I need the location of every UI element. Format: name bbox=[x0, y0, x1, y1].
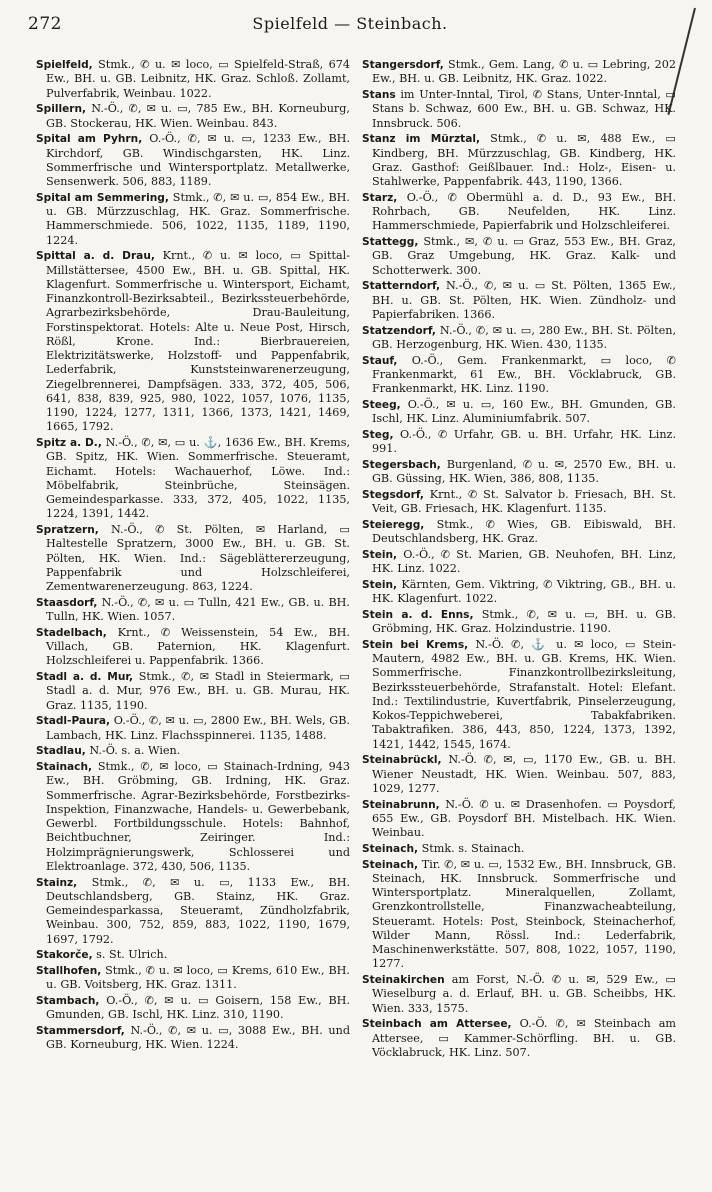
entry-placename: Stainz, bbox=[36, 876, 78, 889]
entry-text: N.-Ö., ✆, ✉ u. ▭ Tulln, 421 Ew., GB. u. BH. Tulln, HK. Wien. 1057. bbox=[46, 595, 350, 623]
entry-text: N.-Ö. s. a. Wien. bbox=[89, 744, 181, 758]
gazetteer-entry bbox=[36, 964, 350, 993]
entry-placename: Stans bbox=[362, 89, 396, 101]
gazetteer-entry bbox=[362, 324, 676, 353]
entry-text: Stmk., ✆ Wies, GB. Eibiswald, BH. Deutschlandsberg, HK. Graz. bbox=[372, 517, 676, 545]
gazetteer-entry bbox=[36, 626, 350, 669]
entry-placename: Spielfeld, bbox=[36, 59, 93, 71]
entry-text: Stmk., ✆ u. ✉ loco, ▭ Krems, 610 Ew., BH. u. GB. Voitsberg, HK. Graz. 1311. bbox=[46, 964, 350, 992]
gazetteer-entry bbox=[36, 876, 350, 947]
gazetteer-entry bbox=[36, 191, 350, 248]
entry-placename: Stadelbach, bbox=[36, 626, 107, 639]
entry-placename: Stallhofen, bbox=[36, 965, 102, 977]
entry-text: O.-Ö., ✆ Obermühl a. d. D., 93 Ew., BH. Rohrbach, GB. Neufelden, HK. Linz. Hammerschmiede, Papierfabrik und Holzschleiferei. bbox=[372, 190, 676, 233]
entry-text: O.-Ö., ✆, ✉ u. ▭ Goisern, 158 Ew., BH. Gmunden, GB. Ischl, HK. Linz. 310, 1190. bbox=[46, 994, 350, 1022]
gazetteer-entry bbox=[362, 858, 676, 972]
entry-text: Kärnten, Gem. Viktring, ✆ Viktring, GB., BH. u. HK. Klagenfurt. 1022. bbox=[372, 577, 676, 605]
entry-placename: Stein a. d. Enns, bbox=[362, 608, 474, 621]
entry-text: Krnt., ✆ Weissenstein, 54 Ew., BH. Villach, GB. Paternion, HK. Klagenfurt. Holzschleiferei u. Pappenfabrik. 1366. bbox=[46, 625, 350, 668]
entry-text: N.-Ö., ✆, ✉ u. ▭, 3088 Ew., BH. und GB. Korneuburg, HK. Wien. 1224. bbox=[46, 1024, 350, 1052]
entry-placename: Staasdorf, bbox=[36, 596, 98, 609]
entry-placename: Stauf, bbox=[362, 354, 398, 367]
gazetteer-entry bbox=[36, 994, 350, 1023]
entry-placename: Spratzern, bbox=[36, 524, 99, 536]
entry-placename: Steinach, bbox=[362, 858, 419, 871]
gazetteer-entry bbox=[36, 1024, 350, 1053]
entry-text: im Unter-Inntal, Tirol, ✆ Stans, Unter-Inntal, ▭ Stans b. Schwaz, 600 Ew., BH. u. GB. Schwaz, HK. Innsbruck. 506. bbox=[372, 88, 676, 130]
entry-placename: Stegersbach, bbox=[362, 458, 441, 471]
entry-text: Stmk., ✆ u. ✉, 488 Ew., ▭ Kindberg, BH. Mürzzuschlag, GB. Kindberg, HK. Graz. Gasthof: Geißlbauer. Ind.: Holz-, Eisen- u. Stahlwerke, Pappenfabrik. 443, 1190, 1366. bbox=[372, 132, 676, 188]
entry-text: N.-Ö., ✆, ✉ u. ▭, 280 Ew., BH. St. Pölten, GB. Herzogenburg, HK. Wien. 430, 1135. bbox=[372, 323, 676, 351]
entry-text: O.-Ö., ✆, ✉ u. ▭, 2800 Ew., BH. Wels, GB. Lambach, HK. Linz. Flachsspinnerei. 1135, 1488. bbox=[46, 714, 350, 742]
entry-placename: Spitz a. D., bbox=[36, 437, 102, 449]
entry-placename: Spillern, bbox=[36, 103, 87, 116]
entry-placename: Stegsdorf, bbox=[362, 488, 424, 501]
entry-placename: Stanz im Mürztal, bbox=[362, 133, 481, 146]
entry-placename: Stein, bbox=[362, 578, 398, 591]
entry-placename: Stainach, bbox=[36, 761, 93, 773]
entry-placename: Stein, bbox=[362, 548, 398, 561]
entry-text: Stmk., Gem. Lang, ✆ u. ▭ Lebring, 202 Ew., BH. u. GB. Leibnitz, HK. Graz. 1022. bbox=[372, 58, 677, 86]
gazetteer-entry bbox=[36, 948, 350, 962]
gazetteer-entry bbox=[36, 670, 350, 713]
entry-text: Burgenland, ✆ u. ✉, 2570 Ew., BH. u. GB. Güssing, HK. Wien, 386, 808, 1135. bbox=[372, 457, 676, 485]
two-column-body bbox=[36, 58, 676, 1182]
entry-placename: Spital am Semmering, bbox=[36, 191, 169, 204]
entry-placename: Stadl-Paura, bbox=[36, 715, 111, 728]
entry-text: N.-Ö., ✆ St. Pölten, ✉ Harland, ▭ Haltestelle Spratzern, 3000 Ew., BH. u. GB. St. Pölten, HK. Wien. Ind.: Sägeblättererzeugung, Pappenfabrik und Holzschleiferei, Zementwarenerzeugung. 863, 1224. bbox=[46, 523, 350, 593]
page-header bbox=[28, 14, 672, 40]
gazetteer-entry bbox=[362, 398, 676, 427]
entry-placename: Statterndorf, bbox=[362, 280, 441, 293]
entry-text: O.-Ö., ✉ u. ▭, 160 Ew., BH. Gmunden, GB. Ischl, HK. Linz. Aluminiumfabrik. 507. bbox=[372, 397, 676, 425]
entry-text: N.-Ö., ✆, ✉, ▭ u. ⚓, 1636 Ew., BH. Krems, GB. Spitz, HK. Wien. Sommerfrische. Steueramt, Eichamt. Hotels: Wachauerhof, Löwe. Ind.: Möbelfabrik, Steinbrüche, Steinsägen. Gemeindesparkasse. 333, 372, 405, 1022, 1135, 1224, 1391, 1442. bbox=[46, 436, 351, 521]
entry-text: am Forst, N.-Ö. ✆ u. ✉, 529 Ew., ▭ Wieselburg a. d. Erlauf, BH. u. GB. Scheibbs, HK. Wien. 333, 1575. bbox=[372, 973, 676, 1015]
gazetteer-entry bbox=[36, 714, 350, 743]
entry-text: Stmk., ✆, ✉ u. ▭, 1133 Ew., BH. Deutschlandsberg, GB. Stainz, HK. Graz. Gemeindesparkassa, Steueramt, Zündholzfabrik, Weinbau. 300, 752, 859, 883, 1022, 1190, 1679, 1697, 1792. bbox=[46, 875, 351, 946]
entry-placename: Spittal a. d. Drau, bbox=[36, 250, 155, 263]
entry-text: Stmk., ✆, ✉ Stadl in Steiermark, ▭ Stadl a. d. Mur, 976 Ew., BH. u. GB. Murau, HK. Graz. 1135, 1190. bbox=[46, 670, 351, 712]
entry-text: N.-Ö. ✆, ⚓ u. ✉ loco, ▭ Stein-Mautern, 4982 Ew., BH. u. GB. Krems, HK. Wien. Sommerfrische. Finanzkontrollbezirksleitung, Bezirkssteuerbehörde, Strafanstalt. Hotel: Elefant. Ind.: Textilindustrie, Kuvertfabrik, Pinselerzeugung, Kokos-Teppichweberei, Tabakfabriken. Tabaktrafiken. 386, 443, 850, 1224, 1373, 1392, 1421, 1442, 1545, 1674. bbox=[372, 637, 676, 751]
gazetteer-entry bbox=[36, 744, 350, 758]
entry-placename: Steinach, bbox=[362, 842, 419, 855]
entry-text: O.-Ö., ✆ Urfahr, GB. u. BH. Urfahr, HK. Linz. 991. bbox=[372, 427, 677, 455]
entry-placename: Statzendorf, bbox=[362, 324, 436, 337]
entry-text: Krnt., ✆ u. ✉ loco, ▭ Spittal-Millstättersee, 4500 Ew., BH. u. GB. Spittal, HK. Klagenfurt. Sommerfrische u. Wintersport, Eichamt, Finanzkontroll-Bezirksabteil., Bezirkssteuerbehörde, Agrarbezirksbehörde, Drau-Bauleitung, Forstinspektorat. Hotels: Alte u. Neue Post, Hirsch, Rößl, Krone. Ind.: Bierbrauereien, Elektrizitätswerke, Holzstoff- und Pappenfabrik, Lederfabrik, Kunststeinwarenerzeugung, Ziegelbrennerei, Dampfsägen. 333, 372, 405, 506, 641, 838, 839, 925, 980, 1022, 1057, 1076, 1135, 1190, 1224, 1277, 1311, 1366, 1373, 1421, 1469, 1665, 1792. bbox=[46, 249, 350, 434]
gazetteer-entry bbox=[362, 1017, 676, 1060]
gazetteer-entry bbox=[362, 191, 676, 234]
gazetteer-entry bbox=[36, 436, 350, 522]
running-title: Spielfeld — Steinbach. bbox=[252, 14, 448, 33]
entry-placename: Steieregg, bbox=[362, 518, 425, 531]
entry-text: Stmk., ✆, ✉ u. ▭, BH. u. GB. Gröbming, HK. Graz. Holzindustrie. 1190. bbox=[372, 607, 676, 635]
entry-placename: Stattegg, bbox=[362, 236, 419, 248]
entry-text: N.-Ö., ✆, ✉ u. ▭ St. Pölten, 1365 Ew., BH. u. GB. St. Pölten, HK. Wien. Zündholz- und Papierfabriken. 1366. bbox=[372, 279, 676, 321]
gazetteer-entry bbox=[362, 132, 676, 189]
gazetteer-entry bbox=[362, 354, 676, 397]
entry-text: Stmk., ✆, ✉ loco, ▭ Stainach-Irdning, 943 Ew., BH. Gröbming, GB. Irdning, HK. Graz. Sommerfrische. Agrar-Bezirksbehörde, Forstbezirks-Inspektion, Finanzwache, Handels- u. Gewerbebank, Gewerbl. Fortbildungsschule. Hotels: Bahnhof, Beichtbuchner, Zeiringer. Ind.: Holzimprägnierungswerk, Schlosserei und Elektroanlage. 372, 430, 506, 1135. bbox=[46, 760, 351, 873]
gazetteer-entry bbox=[362, 548, 676, 577]
gazetteer-entry bbox=[362, 518, 676, 547]
entry-text: N.-Ö. ✆ u. ✉ Drasenhofen. ▭ Poysdorf, 655 Ew., GB. Poysdorf BH. Mistelbach. HK. Wien. Weinbau. bbox=[372, 797, 676, 839]
entry-placename: Stadl a. d. Mur, bbox=[36, 671, 134, 683]
entry-placename: Steinbach am Attersee, bbox=[362, 1018, 512, 1031]
gazetteer-entry bbox=[362, 638, 676, 752]
entry-placename: Steinabrunn, bbox=[362, 798, 440, 811]
gazetteer-entry bbox=[362, 798, 676, 841]
gazetteer-entry bbox=[362, 58, 676, 87]
entry-text: Stmk. s. Stainach. bbox=[421, 841, 525, 855]
gazetteer-entry bbox=[362, 88, 676, 131]
entry-text: Stmk., ✆ u. ✉ loco, ▭ Spielfeld-Straß, 674 Ew., BH. u. GB. Leibnitz, HK. Graz. Schloß. Zollamt, Pulverfabrik, Weinbau. 1022. bbox=[46, 58, 350, 100]
entry-text: O.-Ö., Gem. Frankenmarkt, ▭ loco, ✆ Frankenmarkt, 61 Ew., BH. Vöcklabruck, GB. Frankenmarkt, HK. Linz. 1190. bbox=[372, 353, 676, 395]
gazetteer-entry bbox=[36, 132, 350, 189]
entry-text: Stmk., ✆, ✉ u. ▭, 854 Ew., BH. u. GB. Mürzzuschlag, HK. Graz. Sommerfrische. Hammerschmiede. 506, 1022, 1135, 1189, 1190, 1224. bbox=[46, 190, 350, 247]
gazetteer-entry bbox=[36, 58, 350, 101]
gazetteer-entry bbox=[362, 578, 676, 607]
gazetteer-entry bbox=[36, 596, 350, 625]
gazetteer-entry bbox=[36, 523, 350, 594]
gazetteer-entry bbox=[362, 608, 676, 637]
entry-placename: Steg, bbox=[362, 428, 394, 441]
gazetteer-entry bbox=[36, 249, 350, 434]
entry-placename: Steeg, bbox=[362, 398, 401, 411]
gazetteer-entry bbox=[362, 458, 676, 487]
gazetteer-entry bbox=[362, 753, 676, 796]
entry-placename: Stadlau, bbox=[36, 745, 86, 758]
entry-placename: Stangersdorf, bbox=[362, 59, 444, 71]
entry-placename: Stein bei Krems, bbox=[362, 638, 469, 651]
entry-placename: Stammersdorf, bbox=[36, 1025, 125, 1037]
gazetteer-entry bbox=[362, 279, 676, 322]
entry-text: s. St. Ulrich. bbox=[96, 948, 168, 962]
entry-text: O.-Ö., ✆ St. Marien, GB. Neuhofen, BH. Linz, HK. Linz. 1022. bbox=[372, 547, 676, 575]
entry-placename: Spital am Pyhrn, bbox=[36, 133, 143, 146]
gazetteer-entry bbox=[36, 760, 350, 874]
gazetteer-entry bbox=[362, 842, 676, 856]
entry-placename: Stambach, bbox=[36, 995, 100, 1007]
entry-text: O.-Ö. ✆, ✉ Steinbach am Attersee, ▭ Kammer-Schörfling. BH. u. GB. Vöcklabruck, HK. Linz. 507. bbox=[372, 1017, 676, 1059]
left-column bbox=[36, 58, 350, 1182]
gazetteer-entry bbox=[36, 102, 350, 131]
gazetteer-entry bbox=[362, 973, 676, 1016]
entry-text: N.-Ö. ✆, ✉, ▭, 1170 Ew., GB. u. BH. Wiener Neustadt, HK. Wien. Weinbau. 507, 883, 1029, 1277. bbox=[372, 753, 676, 795]
entry-text: Krnt., ✆ St. Salvator b. Friesach, BH. St. Veit, GB. Friesach, HK. Klagenfurt. 1135. bbox=[372, 487, 677, 515]
gazetteer-entry bbox=[362, 428, 676, 457]
entry-text: Stmk., ✉, ✆ u. ▭ Graz, 553 Ew., BH. Graz, GB. Graz Umgebung, HK. Graz. Kalk- und Schotterwerk. 300. bbox=[372, 235, 676, 277]
gazetteer-entry bbox=[362, 488, 676, 517]
entry-placename: Steinakirchen bbox=[362, 974, 445, 986]
entry-placename: Stakorče, bbox=[36, 949, 93, 962]
entry-text: O.-Ö., ✆, ✉ u. ▭, 1233 Ew., BH. Kirchdorf, GB. Windischgarsten, HK. Linz. Sommerfrische und Wintersportplatz. Metallwerke, Sensenwerk. 506, 883, 1189. bbox=[46, 132, 350, 188]
entry-text: N.-Ö., ✆, ✉ u. ▭, 785 Ew., BH. Korneuburg, GB. Stockerau, HK. Wien. Weinbau. 843. bbox=[46, 102, 350, 130]
entry-placename: Steinabrückl, bbox=[362, 754, 442, 767]
gazetteer-entry bbox=[362, 235, 676, 278]
entry-placename: Starz, bbox=[362, 191, 398, 204]
page-number: 272 bbox=[28, 14, 62, 34]
entry-text: Tir. ✆, ✉ u. ▭, 1532 Ew., BH. Innsbruck, GB. Steinach, HK. Innsbruck. Sommerfrische und Wintersportplatz. Mineralquellen, Zollamt, Grenzkontrollstelle, Finanzwacheabteilung, Steueramt. Hotels: Post, Steinbock, Steinacherhof, Wilder Mann, Rössl. Ind.: Lederfabrik, Maschinenwerkstätte. 507, 808, 1022, 1057, 1190, 1277. bbox=[372, 857, 677, 971]
right-column bbox=[362, 58, 676, 1182]
